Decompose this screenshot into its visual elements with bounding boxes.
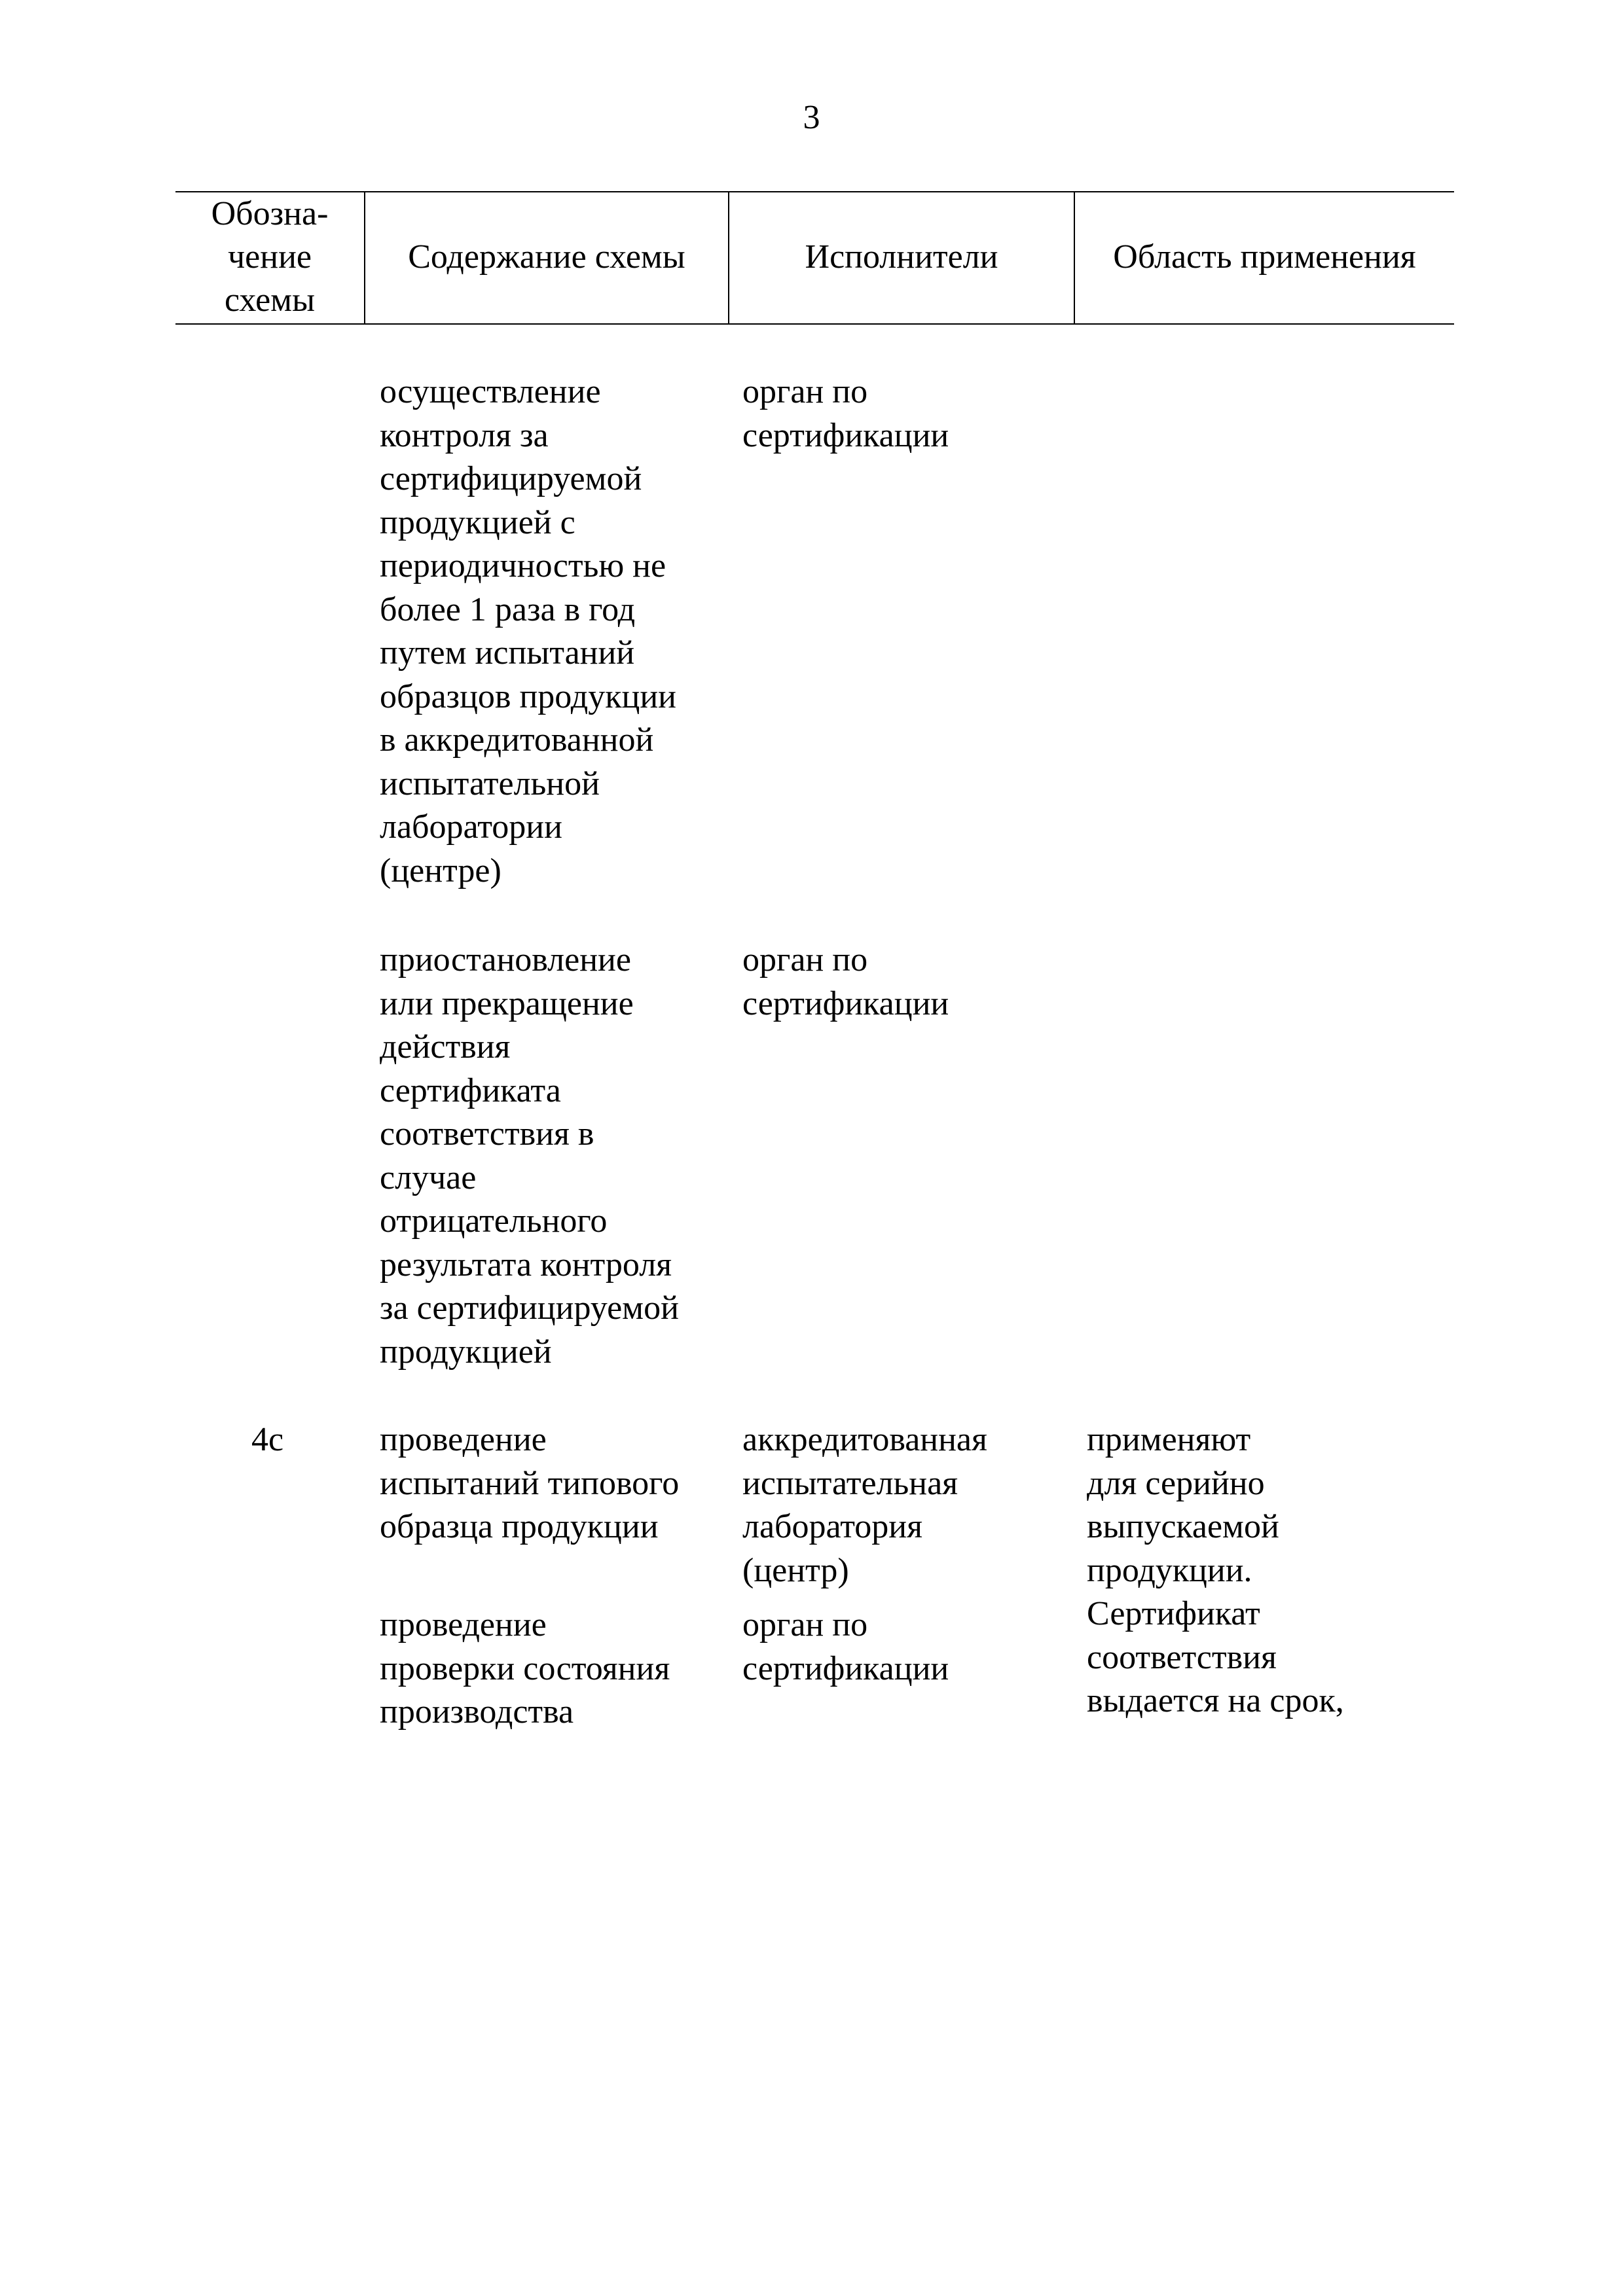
content-line: продукцией с bbox=[380, 503, 575, 541]
content-line: образцов продукции bbox=[380, 677, 676, 715]
executor-line: орган по bbox=[742, 373, 868, 410]
content-line: соответствия в bbox=[380, 1115, 594, 1153]
row-1-executors bbox=[742, 370, 949, 457]
scope-line: для серийно bbox=[1087, 1464, 1265, 1502]
content-line: путем испытаний bbox=[380, 634, 635, 672]
content-line: проверки состояния bbox=[380, 1649, 670, 1687]
content-line: или прекращение bbox=[380, 984, 634, 1022]
row-2-executors bbox=[742, 939, 949, 1026]
content-line: в аккредитованной bbox=[380, 721, 654, 759]
content-line: отрицательного bbox=[380, 1202, 608, 1240]
content-line: испытаний типового bbox=[380, 1464, 680, 1502]
scope-line: продукции. bbox=[1087, 1551, 1252, 1589]
scope-line: применяют bbox=[1087, 1421, 1251, 1458]
table-header-bottom-rule bbox=[175, 323, 1454, 325]
executor-line: орган по bbox=[742, 1606, 868, 1643]
header-designation-line: схемы bbox=[224, 281, 316, 319]
content-line: (центре) bbox=[380, 852, 501, 889]
page-number: 3 bbox=[803, 99, 820, 136]
header-executors: Исполнители bbox=[805, 238, 998, 276]
content-line: результата контроля bbox=[380, 1246, 672, 1283]
content-line: производства bbox=[380, 1693, 574, 1731]
scope-line: выпускаемой bbox=[1087, 1508, 1279, 1545]
scope-line: соответствия bbox=[1087, 1638, 1277, 1676]
row-4-executors bbox=[742, 1604, 949, 1691]
content-line: осуществление bbox=[380, 373, 601, 410]
header-designation bbox=[175, 191, 364, 323]
row-3-scope bbox=[1087, 1418, 1453, 1733]
executor-line: испытательная bbox=[742, 1464, 958, 1502]
row-3-content bbox=[380, 1418, 679, 1549]
content-line: случае bbox=[380, 1158, 477, 1196]
executor-line: сертификации bbox=[742, 416, 949, 454]
header-designation-line: Обозна- bbox=[211, 195, 329, 232]
content-line: продукцией bbox=[380, 1333, 552, 1371]
content-line: сертифицируемой bbox=[380, 460, 642, 497]
header-designation-line: чение bbox=[228, 238, 312, 276]
content-line: образца продукции bbox=[380, 1508, 659, 1545]
executor-line: (центр) bbox=[742, 1551, 849, 1589]
row-4-content bbox=[380, 1604, 670, 1734]
content-line: сертификата bbox=[380, 1071, 561, 1109]
content-line: лаборатории bbox=[380, 808, 562, 846]
content-line: приостановление bbox=[380, 941, 631, 978]
row-3-executors bbox=[742, 1418, 987, 1592]
content-line: контроля за bbox=[380, 416, 549, 454]
content-line: периодичностью не bbox=[380, 547, 666, 584]
content-line: за сертифицируемой bbox=[380, 1289, 679, 1327]
executor-line: сертификации bbox=[742, 984, 949, 1022]
row-3-designation: 4с bbox=[251, 1421, 284, 1458]
content-line: проведение bbox=[380, 1421, 547, 1458]
content-line: испытательной bbox=[380, 764, 600, 802]
content-line: действия bbox=[380, 1028, 511, 1066]
executor-line: аккредитованная bbox=[742, 1421, 987, 1458]
header-scope: Область применения bbox=[1113, 238, 1416, 276]
content-line: проведение bbox=[380, 1606, 547, 1643]
executor-line: лаборатория bbox=[742, 1508, 923, 1545]
header-content: Содержание схемы bbox=[408, 238, 685, 276]
executor-line: сертификации bbox=[742, 1649, 949, 1687]
row-1-content bbox=[380, 370, 676, 893]
scope-line: выдается на срок, bbox=[1087, 1682, 1344, 1719]
content-line: более 1 раза в год bbox=[380, 590, 636, 628]
row-2-content bbox=[380, 939, 679, 1374]
scope-line: Сертификат bbox=[1087, 1595, 1260, 1632]
executor-line: орган по bbox=[742, 941, 868, 978]
